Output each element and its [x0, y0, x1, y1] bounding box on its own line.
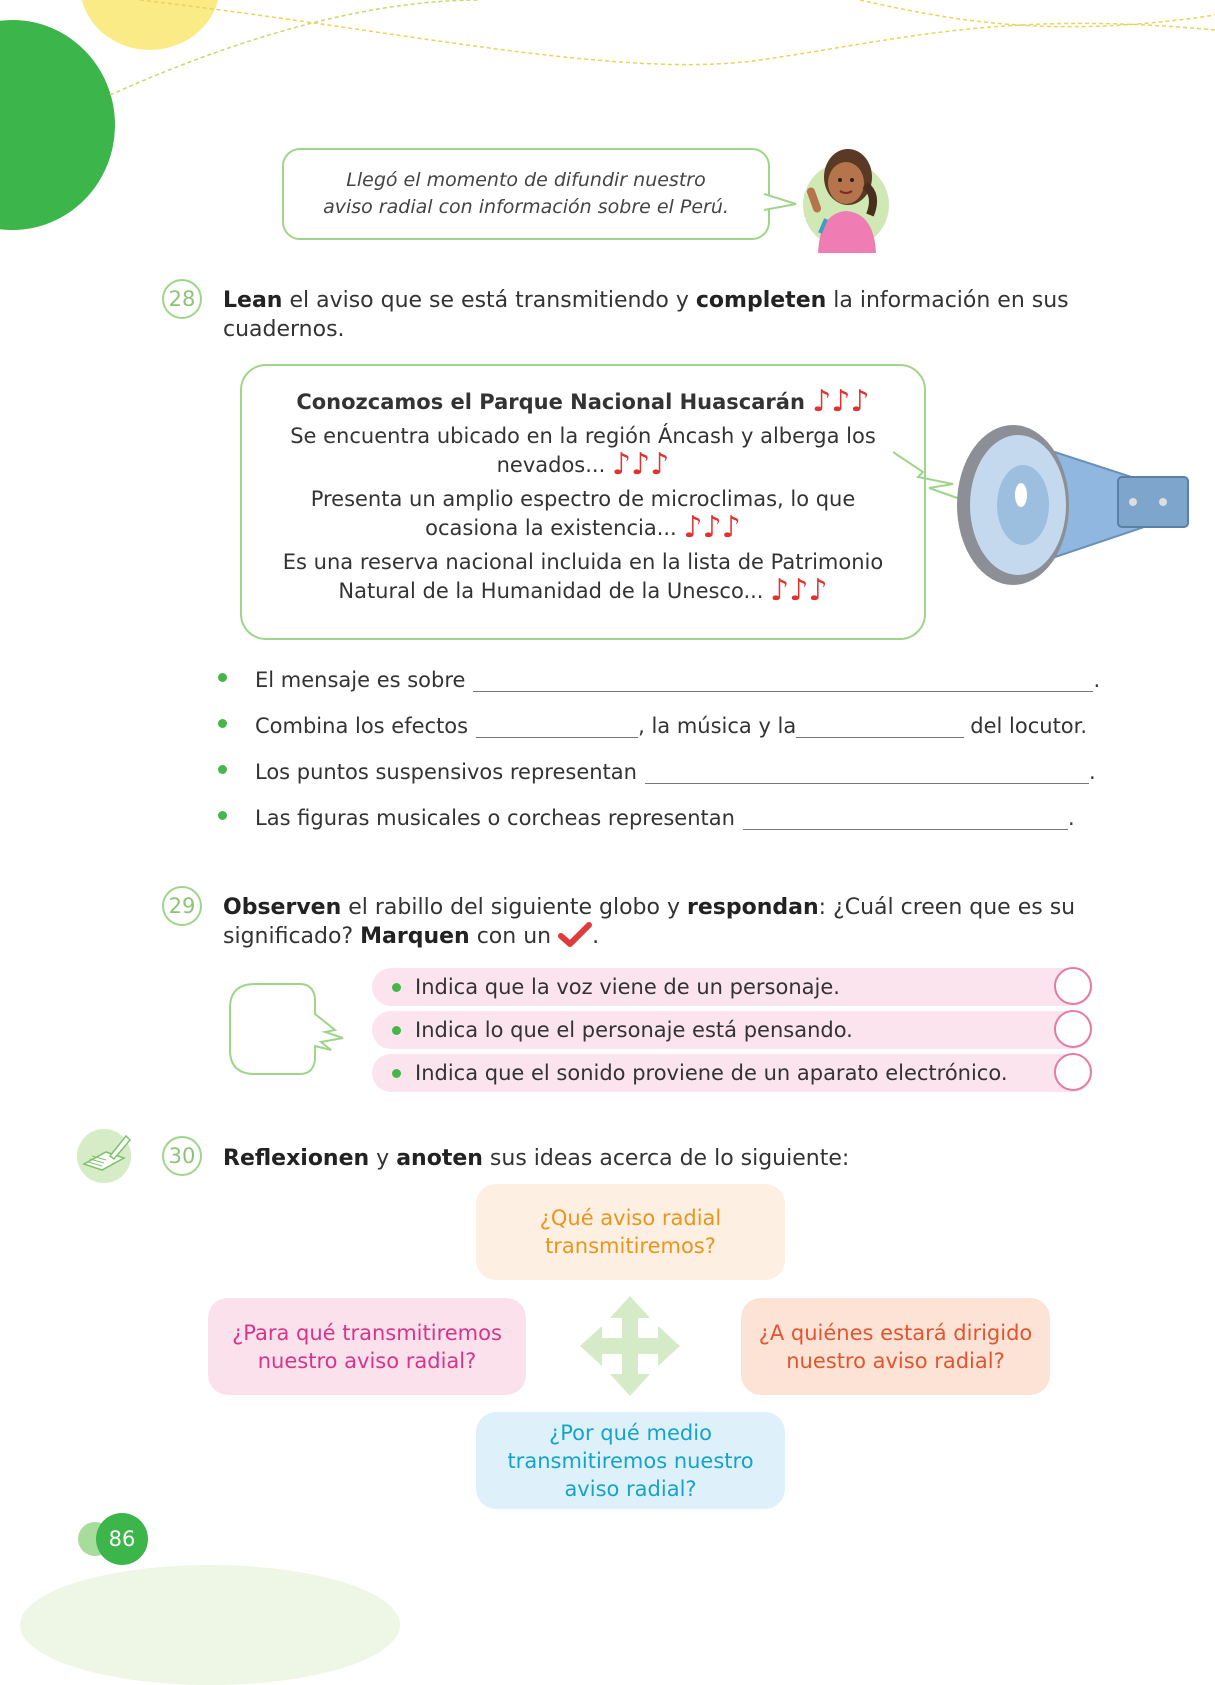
answer-line[interactable] [796, 715, 964, 738]
instruction-verb: Observen [223, 895, 342, 920]
bullet-icon [218, 719, 227, 728]
option-label: Indica lo que el personaje está pensando. [415, 1018, 853, 1042]
period: . [1088, 760, 1096, 784]
bullet-icon [218, 673, 227, 682]
answer-checkbox[interactable] [1054, 1010, 1092, 1048]
notebook-writing-icon [74, 1126, 134, 1184]
speech-line-1: Llegó el momento de difundir nuestro [346, 169, 706, 191]
instruction-text: y [369, 1146, 397, 1171]
megaphone-icon [893, 392, 1203, 592]
answer-line[interactable] [473, 669, 1093, 692]
fill-in-label: Las figuras musicales o corcheas representan [255, 806, 735, 830]
radio-ad-text: Natural de la Humanidad de la Unesco... [338, 579, 764, 603]
radio-ad-text: Presenta un amplio espectro de microclimas, lo que [310, 486, 856, 511]
instruction-verb: Lean [223, 288, 283, 313]
question-box-why [208, 1298, 526, 1395]
answer-line[interactable] [476, 715, 638, 738]
period: . [592, 924, 600, 949]
question-text: transmitiremos nuestro [507, 1448, 754, 1473]
period: . [1067, 806, 1075, 830]
option-label: Indica que la voz viene de un personaje. [415, 975, 840, 999]
answer-line[interactable] [743, 807, 1068, 830]
fill-in-row [218, 752, 1108, 784]
radio-ad-text: Es una reserva nacional incluida en la lista de Patrimonio [282, 549, 884, 574]
question-text: ¿Por qué medio [549, 1420, 712, 1445]
instruction-text: la información en sus [826, 288, 1069, 313]
option-row [372, 968, 1092, 1006]
decorative-bottom-shape [20, 1565, 400, 1685]
radio-ad-box [240, 364, 926, 640]
instruction-verb: Marquen [360, 924, 470, 949]
page-number-text: 86 [108, 1527, 136, 1551]
instruction-text: el rabillo del siguiente globo y [341, 895, 687, 920]
answer-line[interactable] [645, 761, 1089, 784]
instruction-text: el aviso que se está transmitiendo y [282, 288, 696, 313]
instruction-verb: anoten [396, 1146, 483, 1171]
instruction-text: : ¿Cuál creen que es su [818, 895, 1076, 920]
option-row [372, 1011, 1092, 1049]
instruction-verb: Reflexionen [223, 1146, 370, 1171]
fill-in-label: Combina los efectos [255, 714, 469, 738]
question-text: aviso radial? [564, 1476, 697, 1501]
option-label: Indica que el sonido proviene de un aparato electrónico. [415, 1061, 1008, 1085]
activity-30-instructions [223, 1144, 1103, 1173]
electronic-balloon-icon [225, 980, 370, 1080]
activity-28-instructions [223, 286, 1103, 344]
question-box-who [741, 1298, 1050, 1395]
instruction-text: cuadernos. [223, 317, 345, 342]
instruction-verb: completen [695, 288, 827, 313]
question-text: transmitiremos? [545, 1234, 716, 1258]
question-text: ¿Para qué transmitiremos [232, 1320, 502, 1345]
music-notes-icon: ♪♪♪ [812, 384, 870, 419]
fill-in-label: Los puntos suspensivos representan [255, 760, 637, 784]
radio-ad-title: Conozcamos el Parque Nacional Huascarán [296, 390, 805, 414]
music-notes-icon: ♪♪♪ [770, 573, 828, 608]
music-notes-icon: ♪♪♪ [683, 510, 741, 545]
activity-number-text: 28 [168, 287, 196, 311]
activity-29-instructions [223, 893, 1103, 951]
bullet-icon [218, 765, 227, 774]
instruction-text: sus ideas acerca de lo siguiente: [482, 1146, 850, 1171]
activity-number-28 [162, 279, 202, 319]
option-row [372, 1054, 1092, 1092]
instruction-verb: respondan [686, 895, 819, 920]
decorative-dashed-lines [0, 0, 1215, 110]
fill-in-row [218, 798, 1108, 830]
question-text: nuestro aviso radial? [786, 1348, 1005, 1373]
period: . [1093, 668, 1101, 692]
activity-number-text: 29 [168, 894, 196, 918]
instruction-text: con un [469, 924, 552, 949]
four-way-arrow-icon [580, 1296, 680, 1396]
fill-in-row [218, 706, 1108, 738]
fill-in-row [218, 660, 1108, 692]
instruction-text: significado? [223, 924, 361, 949]
answer-checkbox[interactable] [1054, 1053, 1092, 1091]
bullet-icon [392, 1026, 401, 1035]
checkmark-icon [558, 922, 592, 948]
music-notes-icon: ♪♪♪ [611, 447, 670, 482]
speech-line-2: aviso radial con información sobre el Perú. [323, 196, 729, 218]
fill-in-label: del locutor. [970, 714, 1088, 738]
question-text: ¿Qué aviso radial [539, 1206, 722, 1230]
fill-in-label: , la música y la [638, 714, 797, 738]
speech-bubble [282, 148, 770, 240]
activity-number-29 [162, 886, 202, 926]
page-number [96, 1513, 148, 1565]
bullet-icon [392, 983, 401, 992]
activity-number-text: 30 [168, 1144, 196, 1168]
question-text: nuestro aviso radial? [257, 1348, 477, 1373]
bullet-icon [218, 811, 227, 820]
bullet-icon [392, 1069, 401, 1078]
activity-number-30 [162, 1136, 202, 1176]
question-box-how [476, 1412, 785, 1509]
radio-ad-text: nevados... [496, 453, 606, 477]
question-box-what [476, 1184, 785, 1280]
girl-illustration [790, 135, 895, 255]
radio-ad-text: ocasiona la existencia... [425, 516, 677, 540]
fill-in-label: El mensaje es sobre [255, 668, 466, 692]
answer-checkbox[interactable] [1054, 967, 1092, 1005]
radio-ad-text: Se encuentra ubicado en la región Áncash y alberga los [290, 423, 876, 448]
question-text: ¿A quiénes estará dirigido [758, 1320, 1033, 1345]
